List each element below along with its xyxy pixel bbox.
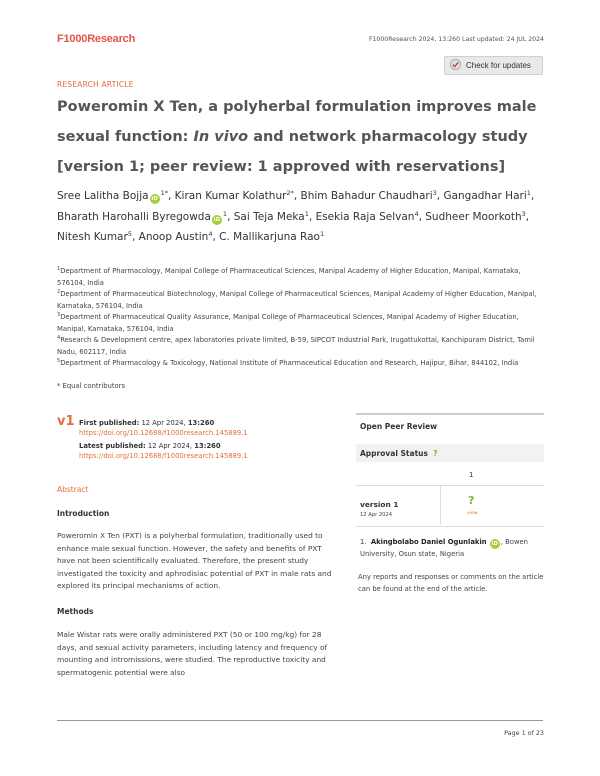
author-list: Sree Lalitha Bojja $iD^{1*}$, Kiran Kumar Kolathur$^{2*}$, Bhim Bahadur Chaudhari$^3$, Gangadhar Hari$^1$, Bharath Harohalli Byregowda $iD^1$, Sai Teja Meka$^1$, Esekia Raja Selvan$^4$, Sudheer Moorkoth$^3$, Nitesh Kumar$^5$, Anoop Austin$^4$, C. Mallikarjuna Rao$^1$	[57, 189, 535, 243]
introduction-heading: Introduction	[57, 509, 110, 518]
title-text-2: and network pharmacology study	[248, 129, 528, 145]
section-label: RESEARCH ARTICLE	[57, 80, 134, 89]
title-text-1: Poweromin X Ten, a polyherbal formulation improves male sexual function:	[57, 99, 537, 145]
page-number: Page 1 of 23	[504, 729, 544, 737]
author-name[interactable]: Bhim Bahadur Chaudhari	[300, 190, 433, 202]
reviewer-affiliation: , Bowen University, Osun state, Nigeria	[360, 538, 528, 558]
author-affiliation-ref: 1	[526, 189, 531, 197]
approved-with-reservations-icon: ?	[468, 494, 475, 507]
author-affiliation-ref: 1	[319, 230, 325, 238]
title-version: [version 1; peer review: 1 approved with reservations]	[57, 159, 506, 175]
author-name[interactable]: Gangadhar Hari	[443, 190, 527, 202]
title-italic: In vivo	[193, 129, 249, 145]
affiliation-5: $^5$Department of Pharmacology & Toxicology, National Institute of Pharmaceutical Education and Research, Hajipur, Bihar, 844102, India	[57, 358, 519, 367]
latest-doi-link[interactable]: https://doi.org/10.12688/f1000research.145889.1	[79, 452, 248, 460]
affiliation-3: $^3$Department of Pharmaceutical Quality Assurance, Manipal College of Pharmaceutical Sciences, Manipal Academy of Higher Education, Manipal, Karnataka, 576104, India	[57, 312, 519, 333]
author-name[interactable]: Bharath Harohalli Byregowda	[57, 210, 211, 223]
reviewer-column-number: 1	[469, 471, 474, 479]
article-meta: F1000Research 2024, 13:260 Last updated: 24 JUL 2024	[368, 36, 544, 43]
orcid-icon[interactable]: iD	[213, 216, 221, 223]
version-1-label: version 1	[360, 500, 399, 509]
reviewer-name[interactable]: Akingbolabo Daniel Ogunlakin	[370, 538, 487, 546]
author-name[interactable]: Esekia Raja Selvan	[315, 210, 415, 223]
author-affiliation-ref: 3	[521, 209, 526, 218]
author-affiliation-ref: 5	[127, 230, 132, 238]
crossmark-icon	[450, 59, 461, 72]
f1000research-logo[interactable]: F1000Research	[57, 33, 136, 45]
author-name[interactable]: Sree Lalitha Bojja	[57, 190, 149, 202]
version-1-date: 12 Apr 2024	[360, 512, 393, 518]
view-report-link[interactable]: view	[467, 511, 478, 516]
article-title	[57, 92, 547, 182]
author-affiliation-ref: 2*	[286, 189, 294, 197]
affiliation-2: $^2$Department of Pharmaceutical Biotechnology, Manipal College of Pharmaceutical Sciences, Manipal Academy of Higher Education, Manipal, Karnataka, 576104, India	[57, 289, 537, 310]
footer-rule	[57, 720, 543, 721]
author-affiliation-ref: 3	[432, 189, 437, 197]
panel-divider-2	[356, 526, 544, 527]
author-name[interactable]: C. Mallikarjuna Rao	[219, 231, 320, 243]
approval-status: Approval Status ?	[360, 449, 438, 458]
author-affiliation-ref: 1	[304, 209, 309, 218]
introduction-text: Poweromin X Ten (PXT) is a polyherbal formulation, traditionally used to enhance male sexual function. However, the safety and benefits of PXT have not been scientifically evaluated. Therefore, the present study investigated the toxicity and aphrodisiac potential of PXT in male rats and explored its principal mechanisms of action.	[57, 531, 332, 591]
methods-text: Male Wistar rats were orally administered PXT (50 or 100 mg/kg) for 28 days, and sexual activity parameters, including latency and frequency of mounting and intromissions, were studied. The reproductive toxicity and spermatogenic potential were also	[57, 630, 328, 677]
affiliation-1: $^1$Department of Pharmacology, Manipal College of Pharmaceutical Sciences, Manipal Academy of Higher Education, Manipal, Karnataka, 576104, India	[57, 266, 521, 287]
check-updates-label: Check for updates	[466, 61, 531, 70]
latest-published: Latest published: 12 Apr 2024, 13:260	[79, 442, 221, 450]
author-affiliation-ref: 1*	[160, 189, 168, 197]
first-published: First published: 12 Apr 2024, 13:260	[79, 419, 215, 427]
orcid-icon[interactable]: iD	[151, 196, 158, 202]
author-affiliation-ref: 4	[414, 209, 419, 218]
abstract-heading: Abstract	[57, 485, 89, 494]
author-name[interactable]: Kiran Kumar Kolathur	[174, 190, 287, 202]
author-affiliation-ref: 1	[222, 209, 228, 218]
approval-status-icon: ?	[433, 449, 438, 458]
version-badge: v1	[57, 414, 75, 429]
any-reports-note: Any reports and responses or comments on the article can be found at the end of the article.	[358, 573, 544, 593]
equal-contributors-note: * Equal contributors	[57, 382, 126, 390]
open-peer-review-heading: Open Peer Review	[360, 422, 438, 431]
author-name[interactable]: Sudheer Moorkoth	[425, 210, 522, 223]
panel-divider	[356, 485, 544, 486]
reviewer-entry: 1. Akingbolabo Daniel Ogunlakin iD , Bowen University, Osun state, Nigeria	[360, 538, 528, 558]
check-for-updates-button[interactable]	[444, 56, 543, 75]
affiliation-4: $^4$Research & Development centre, apex laboratories private limited, B-59, SIPCOT Industrial Park, Irugattukottai, Kanchipuram District, Tamil Nadu, 602117, India	[57, 335, 535, 356]
methods-heading: Methods	[57, 607, 94, 616]
first-doi-link[interactable]: https://doi.org/10.12688/f1000research.145889.1	[79, 429, 248, 437]
author-name[interactable]: Sai Teja Meka	[233, 210, 305, 223]
author-name[interactable]: Anoop Austin	[138, 231, 209, 243]
author-name[interactable]: Nitesh Kumar	[57, 231, 128, 243]
reviewer-orcid-icon[interactable]: iD	[491, 541, 499, 547]
panel-column-divider	[440, 485, 441, 525]
author-affiliation-ref: 4	[208, 230, 213, 238]
